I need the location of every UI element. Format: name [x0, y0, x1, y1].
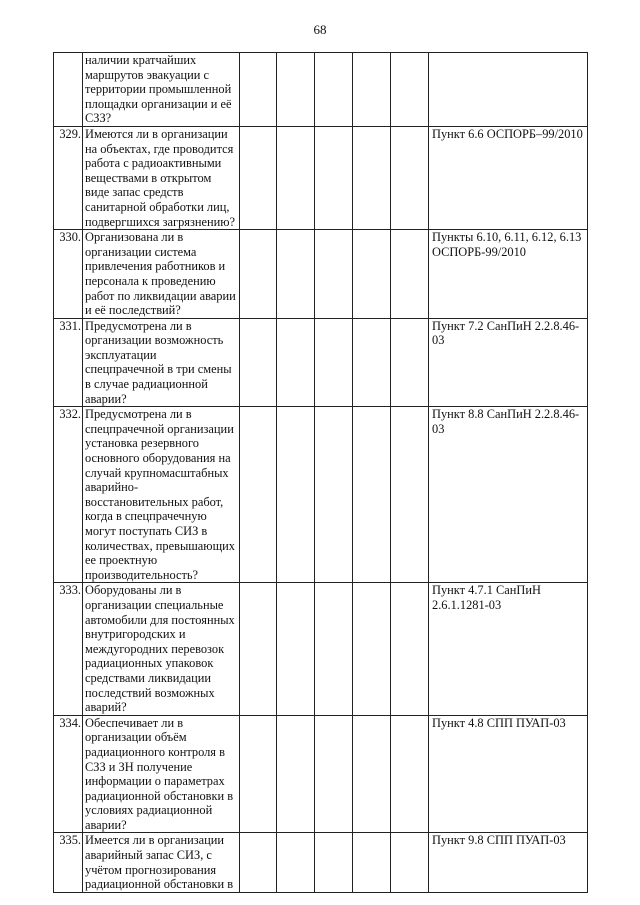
row-number: [54, 53, 83, 127]
answer-cell: [353, 715, 391, 833]
answer-cell: [391, 230, 429, 319]
answer-cell: [391, 833, 429, 892]
answer-cell: [240, 583, 277, 715]
reference-cell: Пункт 4.7.1 СанПиН 2.6.1.1281-03: [429, 583, 588, 715]
answer-cell: [240, 407, 277, 583]
table-row: [54, 230, 588, 319]
question-cell: Оборудованы ли в организации специальные автомобили для постоянных внутригородских и междугородних перевозок радиационных упаковок средствами ликвидации последствий возможных аварий?: [83, 583, 240, 715]
answer-cell: [315, 126, 353, 229]
answer-cell: [353, 53, 391, 127]
question-cell: Предусмотрена ли в организации возможность эксплуатации спецпрачечной в три смены в случае радиационной аварии?: [83, 318, 240, 407]
answer-cell: [391, 583, 429, 715]
row-number: 329.: [54, 126, 83, 229]
answer-cell: [277, 53, 315, 127]
table-row: [54, 53, 588, 127]
question-cell: Имеется ли в организации аварийный запас СИЗ, с учётом прогнозирования радиационной обстановки в: [83, 833, 240, 892]
answer-cell: [391, 53, 429, 127]
row-number: 332.: [54, 407, 83, 583]
answer-cell: [277, 230, 315, 319]
reference-cell: Пункт 8.8 СанПиН 2.2.8.46-03: [429, 407, 588, 583]
row-number: 331.: [54, 318, 83, 407]
reference-cell: Пункт 6.6 ОСПОРБ–99/2010: [429, 126, 588, 229]
answer-cell: [240, 318, 277, 407]
answer-cell: [353, 833, 391, 892]
answer-cell: [240, 230, 277, 319]
reference-cell: Пункт 4.8 СПП ПУАП-03: [429, 715, 588, 833]
answer-cell: [353, 583, 391, 715]
answer-cell: [315, 583, 353, 715]
answer-cell: [315, 715, 353, 833]
answer-cell: [240, 715, 277, 833]
table-row: [54, 583, 588, 715]
answer-cell: [240, 53, 277, 127]
answer-cell: [277, 833, 315, 892]
reference-cell: Пункт 9.8 СПП ПУАП-03: [429, 833, 588, 892]
reference-cell: [429, 53, 588, 127]
answer-cell: [277, 407, 315, 583]
answer-cell: [391, 407, 429, 583]
answer-cell: [277, 126, 315, 229]
table-row: [54, 318, 588, 407]
answer-cell: [315, 833, 353, 892]
table-row: [54, 833, 588, 892]
reference-cell: Пункт 7.2 СанПиН 2.2.8.46-03: [429, 318, 588, 407]
question-cell: Обеспечивает ли в организации объём радиационного контроля в СЗЗ и ЗН получение информации о параметрах радиационной обстановки в условиях радиационной аварии?: [83, 715, 240, 833]
row-number: 333.: [54, 583, 83, 715]
row-number: 334.: [54, 715, 83, 833]
answer-cell: [277, 583, 315, 715]
question-cell: наличии кратчайших маршрутов эвакуации с территории промышленной площадки организации и её СЗЗ?: [83, 53, 240, 127]
table-row: [54, 407, 588, 583]
question-cell: Имеются ли в организации на объектах, где проводится работа с радиоактивными веществами в открытом виде запас средств санитарной обработки лиц, подвергшихся загрязнению?: [83, 126, 240, 229]
answer-cell: [277, 318, 315, 407]
answer-cell: [315, 318, 353, 407]
answer-cell: [391, 318, 429, 407]
answer-cell: [240, 833, 277, 892]
question-cell: Предусмотрена ли в спецпрачечной организации установка резервного основного оборудования на случай крупномасштабных аварийно-восстановительных работ, когда в спецпрачечную могут поступать СИЗ в количествах, превышающих ее проектную производительность?: [83, 407, 240, 583]
answer-cell: [240, 126, 277, 229]
reference-cell: Пункты 6.10, 6.11, 6.12, 6.13 ОСПОРБ-99/2010: [429, 230, 588, 319]
page-number: 68: [313, 22, 327, 37]
answer-cell: [315, 407, 353, 583]
answer-cell: [391, 126, 429, 229]
answer-cell: [353, 126, 391, 229]
table-row: [54, 715, 588, 833]
answer-cell: [353, 230, 391, 319]
answer-cell: [353, 318, 391, 407]
checklist-table: [53, 52, 588, 893]
answer-cell: [315, 230, 353, 319]
row-number: 330.: [54, 230, 83, 319]
row-number: 335.: [54, 833, 83, 892]
answer-cell: [353, 407, 391, 583]
answer-cell: [277, 715, 315, 833]
answer-cell: [391, 715, 429, 833]
table-row: [54, 126, 588, 229]
question-cell: Организована ли в организации система привлечения работников и персонала к проведению работ по ликвидации аварии и её последствий?: [83, 230, 240, 319]
answer-cell: [315, 53, 353, 127]
